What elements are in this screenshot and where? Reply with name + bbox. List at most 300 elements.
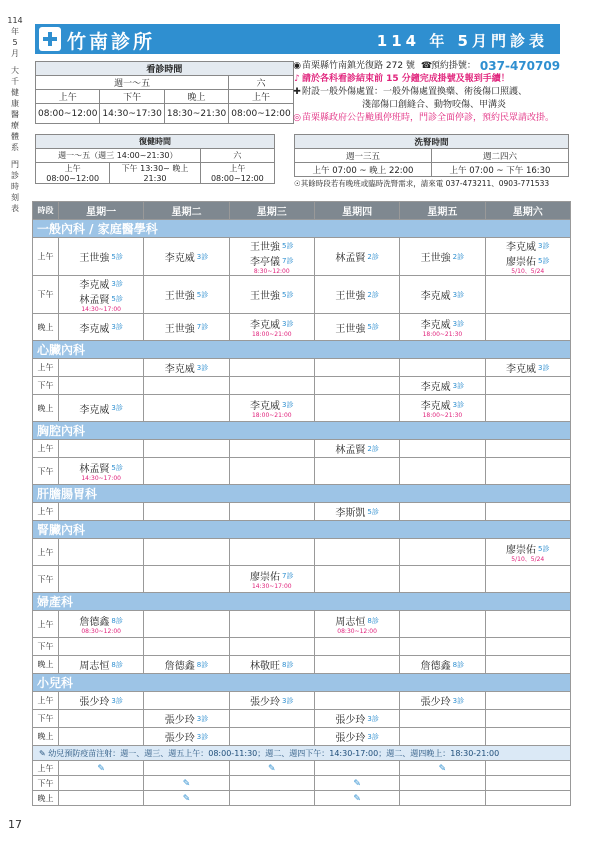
slot-time: 14:30~17:30 [100,104,164,124]
schedule-cell [144,440,229,458]
schedule-cell [485,440,570,458]
clinic-hours-table [35,61,294,124]
doctor-entry [165,249,208,264]
schedule-cell [400,692,485,710]
schedule-cell [314,276,399,314]
session-note: 18:00~21:30 [422,412,463,419]
doctor-name: 李克威 [79,323,110,335]
doctor-entry [421,287,464,302]
vaccine-cell [485,761,570,776]
minor-surgery-row [292,86,577,99]
doctor-entry [421,249,464,264]
pen-icon: ✎ [97,763,105,774]
schedule-cell [59,359,144,377]
schedule-cell [314,566,399,593]
vaccine-row [33,791,571,806]
room-number: 2診 [367,444,379,453]
room-number: 5診 [538,256,550,265]
room-number: 3診 [367,714,379,723]
doctor-name: 周志恒 [335,617,366,628]
schedule-cell [485,458,570,485]
rehab-time: 上午 08:00~12:00 [200,163,274,184]
doctor-entry [165,711,208,726]
day-header: 星期三 [229,202,314,220]
schedule-cell [314,692,399,710]
schedule-cell [400,377,485,395]
plus-icon: ✚ [293,87,301,97]
doctor-entry [335,441,378,456]
room-number: 3診 [538,241,550,250]
room-number: 3診 [111,404,123,412]
session-note: 14:30~17:00 [251,583,292,590]
doctor-entry [421,693,464,708]
schedule-row [33,566,571,593]
location-pin-icon: ◉ [293,61,301,71]
dialysis-time: 上午 07:00 ~ 晚上 22:00 [295,163,432,177]
pen-icon: ✎ [438,763,447,774]
saturday-header: 六 [229,76,293,90]
doctor-entry [79,276,122,291]
registration-warning: 請於各科看診結束前 15 分鐘完成掛號及報到手續！ [302,74,510,84]
phone-label: 預約掛號： [430,61,476,71]
doctor-name: 張少玲 [164,733,195,744]
schedule-cell [59,276,144,314]
vaccine-cell [314,776,399,791]
schedule-cell [59,503,144,521]
schedule-row [33,728,571,746]
slot-label: 上午 [33,359,59,377]
doctor-name: 王世強 [250,291,281,302]
doctor-name: 詹德鑫 [164,661,195,672]
schedule-cell [314,710,399,728]
address-row [292,60,577,73]
side-caption [3,15,27,214]
schedule-header-row [33,202,571,220]
slot-label: 上午 [33,503,59,521]
schedule-row [33,611,571,638]
schedule-cell [485,377,570,395]
schedule-cell [59,656,144,674]
doctor-name: 張少玲 [335,733,366,744]
schedule-cell [59,566,144,593]
schedule-cell [59,314,144,341]
room-number: 3診 [282,696,294,705]
doctor-entry [506,541,549,556]
doctor-name: 張少玲 [250,697,281,708]
rehab-time: 下午 13:30~ 晚上 21:30 [110,163,200,184]
schedule-cell [400,656,485,674]
room-number: 8診 [111,660,123,669]
room-number: 3診 [452,400,465,409]
dept-band [33,341,571,359]
dialysis-title: 洗腎時間 [295,135,569,149]
doctor-name: 林敬旺 [250,661,281,672]
session-note: 5/10、5/24 [511,268,545,275]
doctor-name: 李克威 [164,253,195,264]
schedule-cell [229,377,314,395]
room-number: 3診 [452,319,465,328]
side-year: 114 [7,16,23,25]
schedule-cell [144,539,229,566]
room-number: 3診 [452,381,465,390]
side-org-char: 健 [11,88,19,97]
vaccine-schedule [33,746,571,761]
doctor-name: 王世強 [335,291,366,302]
slot-label: 下午 [100,90,164,104]
dept-name: 小兒科 [33,674,571,692]
schedule-row [33,377,571,395]
room-number: 5診 [367,507,379,516]
schedule-cell [314,314,399,341]
slot-time: 18:30~21:30 [164,104,228,124]
room-number: 8診 [111,616,123,625]
schedule-cell [229,638,314,656]
day-header: 星期一 [59,202,144,220]
schedule-cell [314,728,399,746]
day-header: 星期二 [144,202,229,220]
side-org-char: 千 [11,77,19,86]
schedule-cell [485,314,570,341]
room-number: 3診 [111,696,123,705]
schedule-cell [59,710,144,728]
schedule-row [33,314,571,341]
rehab-hours-table [35,134,275,184]
warning-row [292,73,577,86]
side-doc-char: 診 [11,171,19,180]
side-org-char: 醫 [11,110,19,119]
address: 苗栗縣竹南鎮光復路 272 號 [302,61,415,71]
slot-label: 上午 [33,611,59,638]
doctor-entry [79,401,122,416]
doctor-entry [79,291,122,306]
rehab-hours-title: 復健時間 [36,135,275,149]
schedule-cell [229,359,314,377]
schedule-row [33,458,571,485]
schedule-cell [144,728,229,746]
doctor-name: 林孟賢 [335,253,366,264]
doctor-entry [506,238,549,253]
bell-icon: ♪ [294,74,300,84]
day-header: 星期五 [400,202,485,220]
vaccine-cell [144,791,229,806]
doctor-name: 李斯凱 [335,508,366,519]
doctor-name: 詹德鑫 [420,661,451,672]
schedule-cell [314,440,399,458]
slot-label: 下午 [33,638,59,656]
side-doc-char: 門 [11,160,19,169]
doctor-name: 李克威 [420,320,451,331]
room-number: 3診 [452,696,465,705]
room-number: 5診 [196,290,209,299]
schedule-cell [144,710,229,728]
doctor-entry [165,657,208,672]
doctor-name: 張少玲 [420,697,451,708]
doctor-entry [421,378,464,393]
room-number: 7診 [282,256,294,265]
vaccine-cell [59,776,144,791]
slot-time: 08:00~12:00 [36,104,100,124]
vaccine-cell [400,761,485,776]
doctor-entry [79,249,122,264]
vaccine-cell [144,761,229,776]
slot-time: 08:00~12:00 [229,104,293,124]
session-note: 18:00~21:30 [422,331,463,338]
side-org-char: 康 [11,99,19,108]
room-number: 3診 [196,252,209,261]
schedule-cell [400,638,485,656]
schedule-cell [229,238,314,276]
schedule-cell [229,692,314,710]
schedule-cell [144,566,229,593]
session-note: 08:30~12:00 [81,628,121,635]
dept-band [33,422,571,440]
doctor-entry [79,657,122,672]
doctor-name: 周志恒 [79,661,110,672]
room-number: 8診 [282,660,294,669]
rehab-saturday-header: 六 [200,149,274,163]
schedule-cell [144,238,229,276]
doctor-entry [335,249,378,264]
doctor-name: 李克威 [79,404,110,416]
phone-number[interactable]: 037-470709 [479,59,561,73]
slot-label: 上午 [33,238,59,276]
schedule-cell [59,728,144,746]
doctor-entry [250,693,293,708]
slot-header: 時段 [33,202,59,220]
session-note: 18:00~21:00 [251,412,292,419]
schedule-cell [59,440,144,458]
minor-surgery-text-2: 淺部傷口創縫合、動物咬傷、甲溝炎 [362,100,507,110]
dialysis-note: ☉其餘時段若有晚班或臨時洗腎需求，請來電 037-473211、0903-771533 [294,179,550,188]
slot-label: 下午 [33,458,59,485]
schedule-cell [400,566,485,593]
schedule-cell [400,611,485,638]
schedule-cell [485,359,570,377]
doctor-name: 王世強 [164,323,195,335]
doctor-entry [250,253,293,268]
room-number: 2診 [452,252,465,261]
minor-surgery-text: 附設一般外傷處置：一般外傷處置換藥、術後傷口照護、 [302,87,528,97]
weekday-header: 週一～五 [36,76,229,90]
typhoon-notice-row [292,112,577,125]
doctor-entry [506,360,549,375]
doctor-name: 李克威 [506,364,537,375]
room-number: 5診 [282,241,294,250]
room-number: 3診 [452,290,465,299]
vaccine-cell [400,791,485,806]
doctor-name: 張少玲 [335,715,366,726]
doctor-entry [165,287,208,302]
room-number: 3診 [367,732,379,741]
schedule-cell [59,458,144,485]
room-number: 5診 [538,544,550,553]
dept-band [33,521,571,539]
doctor-name: 李克威 [506,242,537,253]
doctor-name: 李克威 [250,320,281,331]
schedule-cell [144,611,229,638]
slot-label: 下午 [33,566,59,593]
room-number: 8診 [452,660,465,669]
slot-label: 上午 [229,90,293,104]
schedule-cell [229,728,314,746]
room-number: 7診 [282,571,294,580]
schedule-cell [485,692,570,710]
room-number: 3診 [196,732,209,741]
doctor-entry [79,460,122,475]
side-doc-char: 表 [11,204,19,213]
schedule-cell [400,395,485,422]
schedule-cell [314,656,399,674]
dialysis-time: 上午 07:00 ~ 下午 16:30 [432,163,569,177]
vaccine-cell [485,791,570,806]
schedule-cell [229,395,314,422]
schedule-row [33,710,571,728]
doctor-name: 王世強 [420,253,451,264]
header-banner [35,24,560,54]
doctor-entry [335,729,378,744]
schedule-cell [485,395,570,422]
vaccine-cell [229,761,314,776]
schedule-cell [400,539,485,566]
schedule-row [33,276,571,314]
schedule-cell [400,710,485,728]
room-number: 2診 [367,290,379,299]
doctor-entry [79,693,122,708]
schedule-cell [229,539,314,566]
pen-icon: ✎ [182,778,191,789]
room-number: 5診 [111,294,123,303]
phone-icon: ☎ [420,61,433,71]
session-note: 14:30~17:00 [81,306,121,313]
doctor-entry [250,287,293,302]
schedule-row [33,638,571,656]
doctor-entry [250,316,293,331]
schedule-cell [59,611,144,638]
schedule-row [33,395,571,422]
schedule-cell [229,440,314,458]
vaccine-cell [485,776,570,791]
room-number: 8診 [367,616,379,625]
doctor-entry [79,320,122,335]
doctor-name: 廖崇佑 [506,545,537,556]
schedule-cell [229,656,314,674]
doctor-entry [335,613,378,628]
schedule-cell [400,458,485,485]
schedule-cell [314,395,399,422]
schedule-cell [314,359,399,377]
side-year-char: 年 [11,27,19,36]
schedule-cell [229,566,314,593]
dept-name: 肝膽腸胃科 [33,485,571,503]
slot-label: 下午 [33,776,59,791]
slot-label: 上午 [33,539,59,566]
vaccine-cell [314,791,399,806]
schedule-cell [144,395,229,422]
pen-icon: ✎ [268,763,276,774]
doctor-name: 張少玲 [164,715,195,726]
dialysis-table [294,134,569,177]
vaccine-cell [144,776,229,791]
schedule-cell [400,314,485,341]
schedule-row [33,656,571,674]
schedule-cell [485,656,570,674]
pen-icon: ✎ [353,793,361,804]
doctor-entry [165,320,208,335]
side-month: 5 [12,38,18,47]
schedule-cell [400,238,485,276]
schedule-cell [485,611,570,638]
vaccine-row [33,776,571,791]
doctor-name: 王世強 [79,253,110,264]
slot-label: 上午 [33,761,59,776]
schedule-cell [144,692,229,710]
schedule-row [33,440,571,458]
vaccine-cell [229,776,314,791]
schedule-row [33,692,571,710]
schedule-cell [59,395,144,422]
schedule-cell [314,458,399,485]
schedule-row [33,238,571,276]
day-header: 星期四 [314,202,399,220]
dept-name: 一般內科 / 家庭醫學科 [33,220,571,238]
doctor-entry [421,316,464,331]
doctor-name: 李克威 [79,280,110,291]
session-note: 8:30~12:00 [253,268,290,275]
schedule-cell [485,238,570,276]
schedule-cell [59,238,144,276]
slot-label: 晚上 [33,656,59,674]
schedule-cell [485,728,570,746]
doctor-name: 廖崇佑 [250,572,281,583]
clinic-title: 竹南診所 [67,31,156,53]
doctor-entry [250,657,293,672]
doctor-name: 李克威 [420,401,451,412]
schedule-cell [144,638,229,656]
room-number: 8診 [196,660,209,669]
doctor-entry [506,253,549,268]
schedule-cell [229,314,314,341]
doctor-name: 詹德鑫 [79,617,110,628]
slot-label: 上午 [33,692,59,710]
doctor-entry [250,397,293,412]
syringe-icon: ✎ [39,748,49,758]
dept-band [33,674,571,692]
side-month-char: 月 [11,49,19,58]
schedule-cell [314,238,399,276]
doctor-name: 李克威 [420,382,451,393]
slot-label: 下午 [33,377,59,395]
room-number: 3診 [282,400,294,409]
slot-label: 晚上 [164,90,228,104]
vaccine-cell [229,791,314,806]
schedule-cell [314,377,399,395]
slot-label: 上午 [36,90,100,104]
side-org-char: 療 [11,121,19,130]
doctor-entry [79,613,122,628]
clinic-cross-logo-icon [39,27,61,51]
vaccine-label: 幼兒預防疫苗注射：週一、週三、週五上午：08:00-11:30；週二、週四下午：14:30-17:00；週二、週四晚上：18:30-21:00 [48,748,500,758]
room-number: 3診 [538,363,550,372]
dialysis-col: 週一三五 [295,149,432,163]
side-doc-char: 刻 [11,193,19,202]
slot-label: 晚上 [33,791,59,806]
schedule-month-title: 114 年 5月門診表 [376,32,548,50]
schedule-cell [229,503,314,521]
slot-label: 上午 [33,440,59,458]
side-org-char: 系 [11,143,19,152]
schedule-cell [485,710,570,728]
doctor-name: 李克威 [420,291,451,302]
